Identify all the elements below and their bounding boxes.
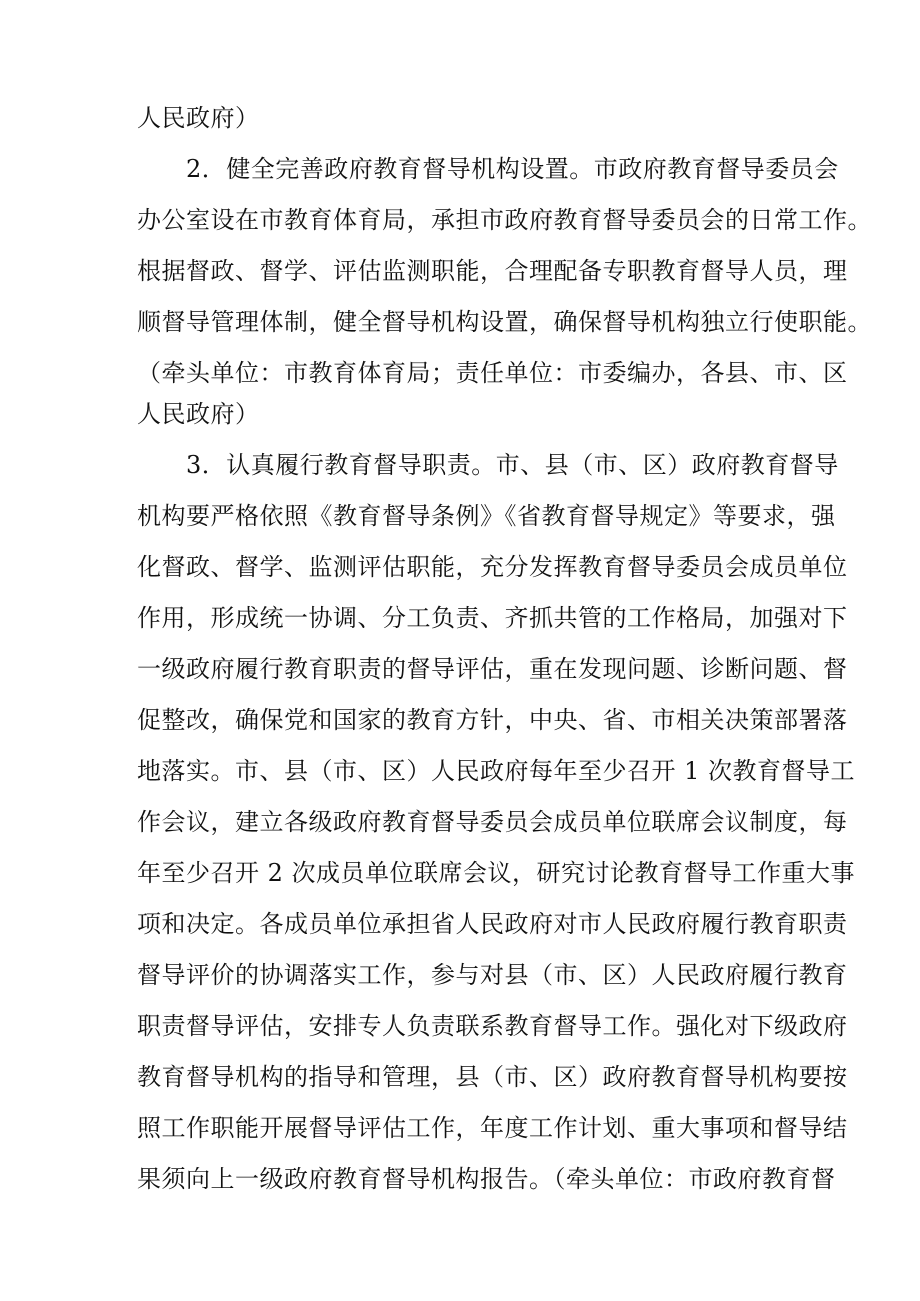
text-line: 项和决定。各成员单位承担省人民政府对市人民政府履行教育职责 [137,910,848,938]
text-line: 机构要严格依照《教育督导条例》《省教育督导规定》等要求，强 [137,502,836,530]
text-line: 作用，形成统一协调、分工负责、齐抓共管的工作格局，加强对下 [137,604,848,632]
text-line: 照工作职能开展督导评估工作，年度工作计划、重大事项和督导结 [137,1114,848,1142]
text-line: 顺督导管理体制，健全督导机构设置，确保督导机构独立行使职能。 [137,308,872,336]
text-line: 地落实。市、县（市、区）人民政府每年至少召开 1 次教育督导工 [137,757,856,785]
text-line: 教育督导机构的指导和管理，县（市、区）政府教育督导机构要按 [137,1063,848,1091]
text-line: （牵头单位：市教育体育局；责任单位：市委编办，各县、市、区 [137,359,848,387]
text-line: 促整改，确保党和国家的教育方针，中央、省、市相关决策部署落 [137,706,848,734]
text-line: 根据督政、督学、评估监测职能，合理配备专职教育督导人员，理 [137,257,848,285]
text-line: 办公室设在市教育体育局，承担市政府教育督导委员会的日常工作。 [137,206,872,234]
text-line: 人民政府） [137,104,260,132]
text-line: 果须向上一级政府教育督导机构报告。（牵头单位：市政府教育督 [137,1165,836,1193]
text-line: 职责督导评估，安排专人负责联系教育督导工作。强化对下级政府 [137,1012,848,1040]
text-line: 作会议，建立各级政府教育督导委员会成员单位联席会议制度，每 [137,808,848,836]
text-line: 人民政府） [137,400,260,428]
text-line: 督导评价的协调落实工作，参与对县（市、区）人民政府履行教育 [137,961,848,989]
paragraph-2-start: 2．健全完善政府教育督导机构设置。市政府教育督导委员会 [186,155,839,183]
text-line: 化督政、督学、监测评估职能，充分发挥教育督导委员会成员单位 [137,553,848,581]
paragraph-3-start: 3．认真履行教育督导职责。市、县（市、区）政府教育督导 [186,451,839,479]
text-line: 年至少召开 2 次成员单位联席会议，研究讨论教育督导工作重大事 [137,859,856,887]
text-line: 一级政府履行教育职责的督导评估，重在发现问题、诊断问题、督 [137,655,848,683]
